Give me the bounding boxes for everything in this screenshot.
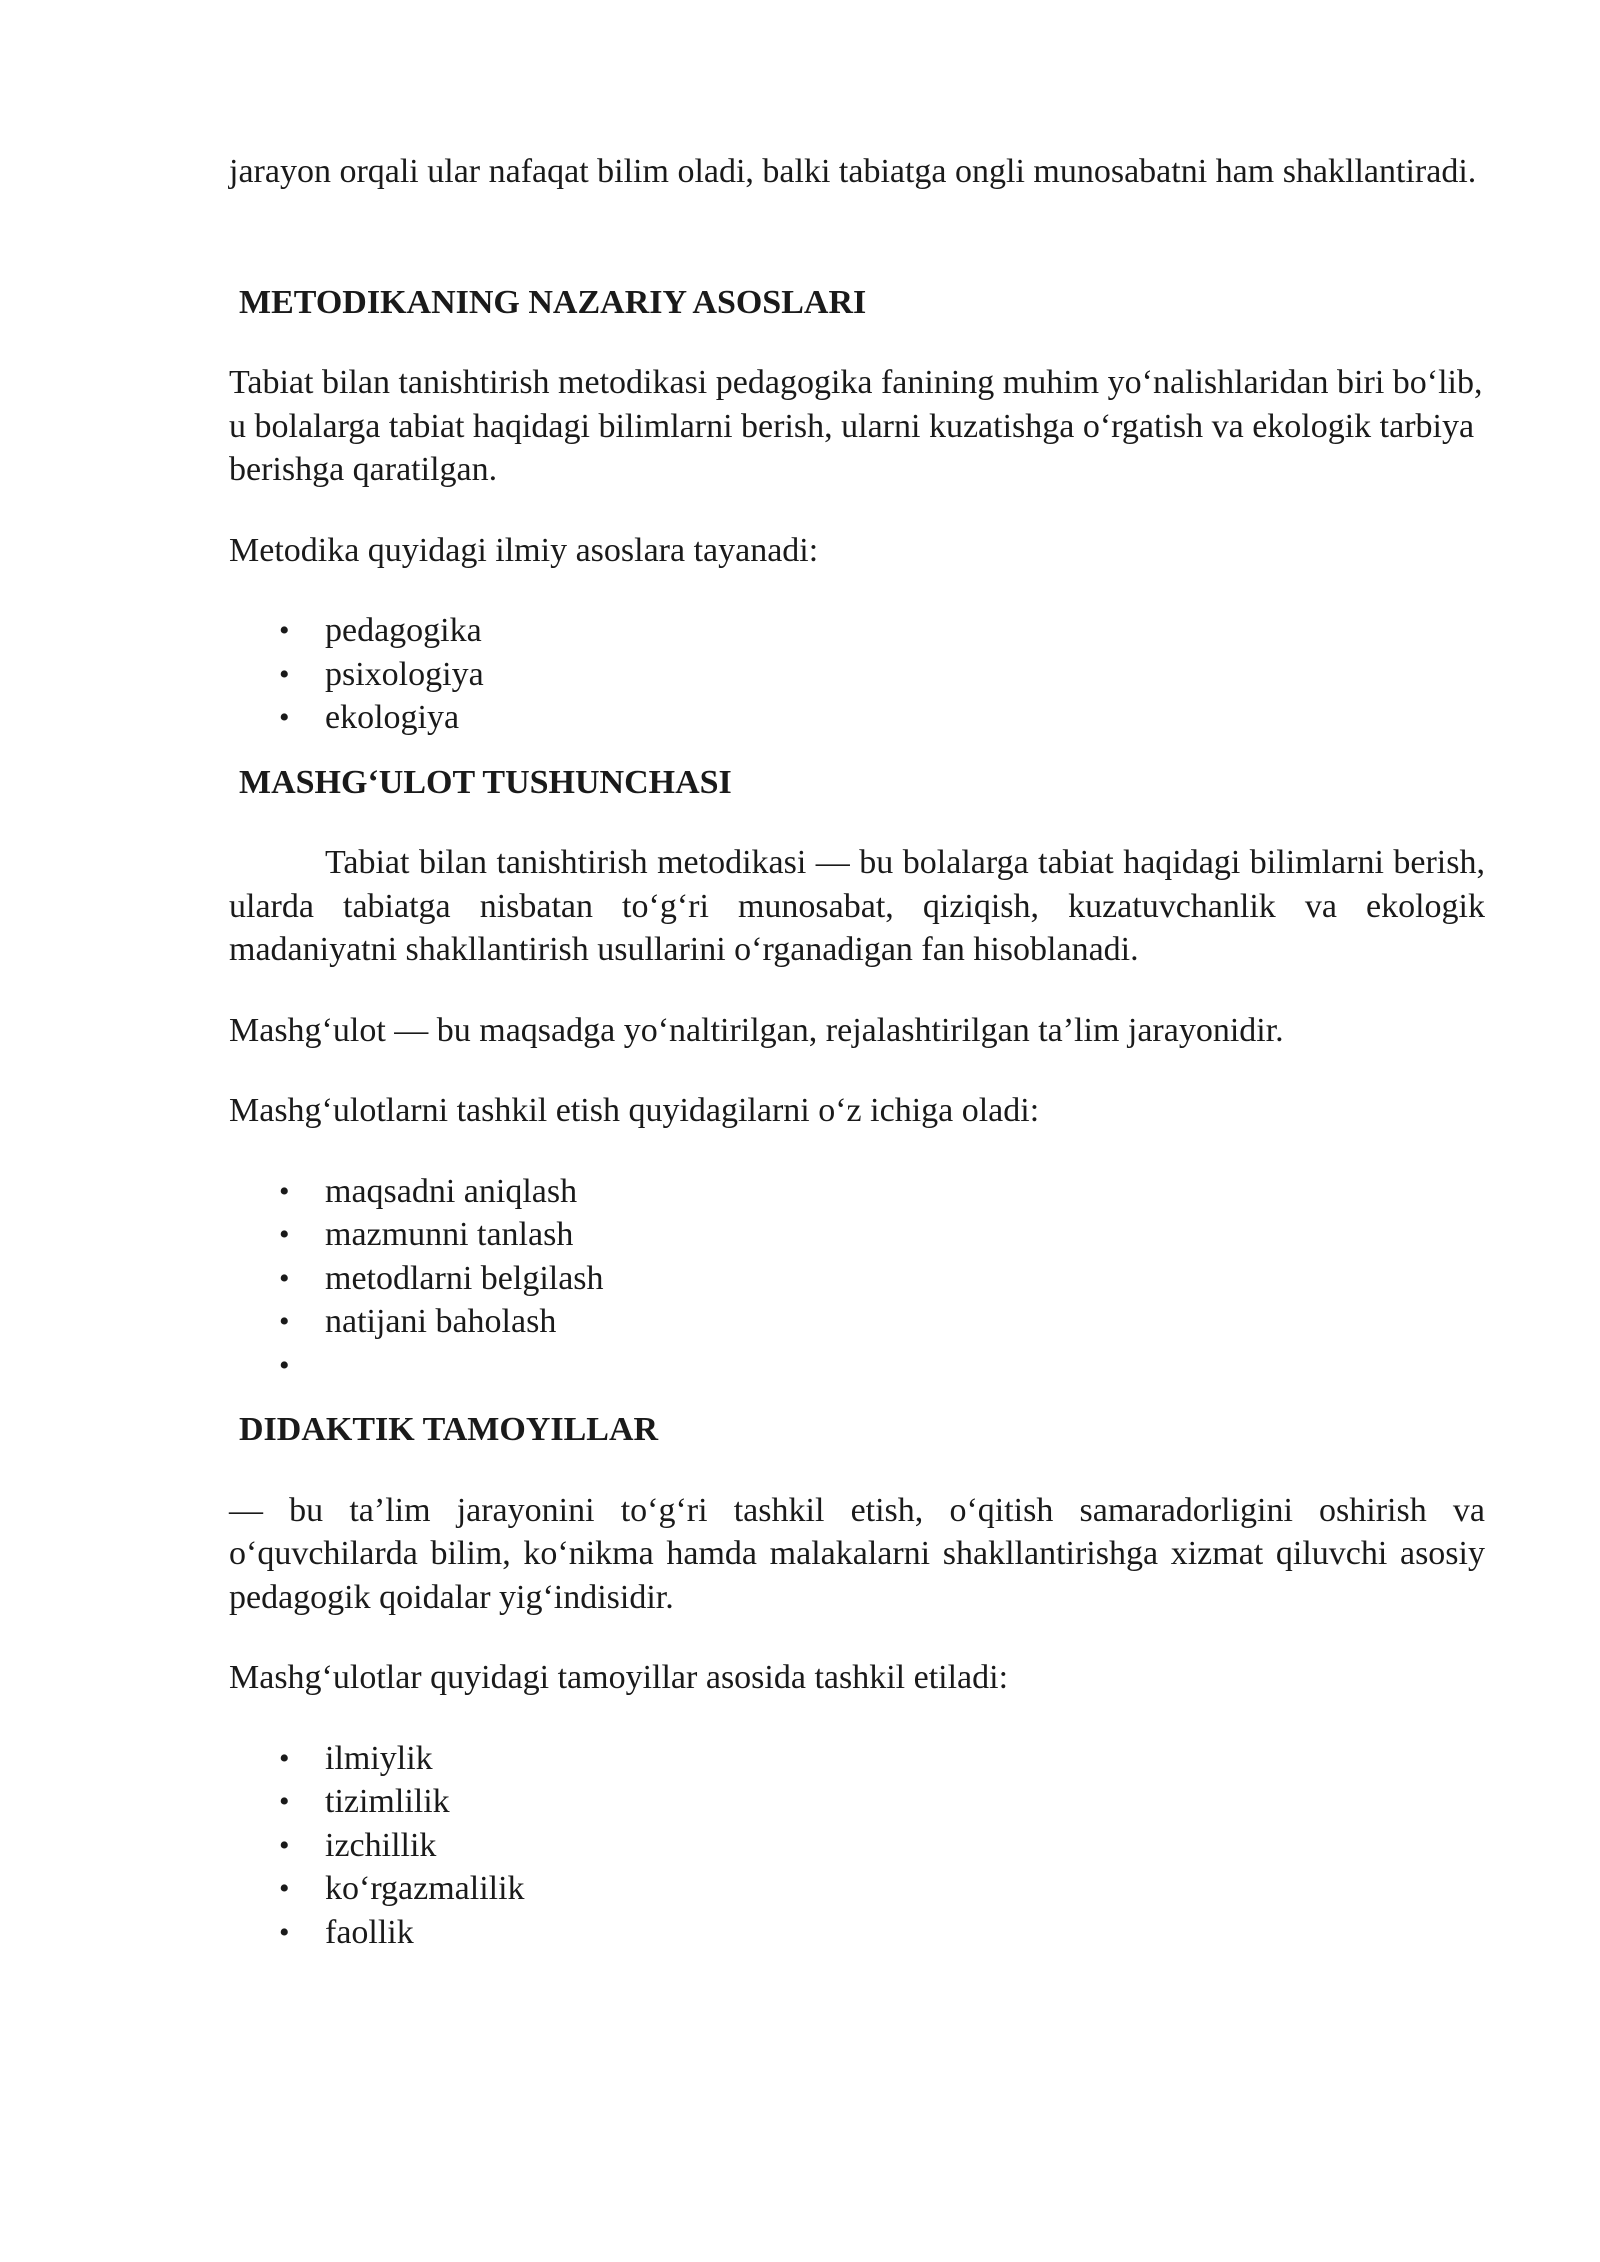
bullet-icon: • (279, 1218, 290, 1251)
paragraph-fan-definition: Tabiat bilan tanishtirish metodikasi — bu bolalarga tabiat haqidagi bilimlarni berish, ularda tabiatga nisbatan to‘g‘ri munosabat, qiziqish, kuzatuvchanlik va ekologik madaniyatni shakllantirish usullarini o‘rganadigan fan hisoblanadi. (229, 844, 1485, 968)
section-heading-didaktik-tamoyillar: DIDAKTIK TAMOYILLAR (239, 1411, 659, 1448)
bullet-icon: • (279, 1741, 290, 1775)
list-tamoyillar (229, 1737, 1485, 1955)
list-item: • metodlarni belgilash (229, 1257, 1485, 1301)
paragraph-tamoyillar-intro: Mashg‘ulotlar quyidagi tamoyillar asosida tashkil etiladi: (229, 1659, 1009, 1696)
bullet-icon: • (279, 1348, 290, 1382)
bullet-icon: • (279, 1828, 290, 1862)
section-heading-mashgulot-tushunchasi: MASHG‘ULOT TUSHUNCHASI (239, 763, 732, 801)
section-heading-nazariy-asoslar: METODIKANING NAZARIY ASOSLARI (239, 283, 867, 321)
paragraph-ilmiy-asoslar-intro: Metodika quyidagi ilmiy asoslara tayanadi: (229, 531, 819, 569)
intro-paragraph: jarayon orqali ular nafaqat bilim oladi, balki tabiatga ongli munosabatni ham shakllantiradi. (229, 153, 1477, 190)
list-item: • izchillik (229, 1824, 1485, 1868)
paragraph-mashgulot-definition: Mashg‘ulot — bu maqsadga yo‘naltirilgan, rejalashtirilgan ta’lim jarayonidir. (229, 1011, 1284, 1049)
paragraph-tamoyillar-definition: — bu ta’lim jarayonini to‘g‘ri tashkil etish, o‘qitish samaradorligini oshirish va o‘quvchilarda bilim, ko‘nikma hamda malakalarni shakllantirishga xizmat qiluvchi asosiy pedagogik qoidalar yig‘indisidir. (229, 1491, 1485, 1616)
bullet-icon: • (279, 1305, 290, 1338)
bullet-icon: • (279, 614, 290, 647)
list-item: • ko‘rgazmalilik (229, 1867, 1485, 1911)
list-item: • ilmiylik (229, 1737, 1485, 1781)
list-item: • mazmunni tanlash (229, 1213, 1485, 1257)
bullet-icon: • (279, 1261, 290, 1295)
bullet-icon: • (279, 1872, 290, 1905)
list-item-empty (229, 1344, 1485, 1388)
bullet-icon: • (279, 657, 290, 691)
list-item: • psixologiya (229, 653, 1485, 697)
list-item: • faollik (229, 1911, 1485, 1955)
list-item: • pedagogika (229, 609, 1485, 653)
bullet-icon: • (279, 1785, 290, 1818)
list-item: • maqsadni aniqlash (229, 1170, 1485, 1214)
document-page (229, 150, 1485, 1954)
list-item: • ekologiya (229, 696, 1485, 740)
list-tashkil-etish (229, 1170, 1485, 1388)
list-item: • natijani baholash (229, 1300, 1485, 1344)
bullet-icon: • (279, 1174, 290, 1208)
paragraph-tashkil-etish-intro: Mashg‘ulotlarni tashkil etish quyidagilarni o‘z ichiga oladi: (229, 1092, 1040, 1129)
bullet-icon: • (279, 1915, 290, 1949)
list-ilmiy-asoslar (229, 609, 1485, 740)
bullet-icon: • (279, 701, 290, 734)
list-item: • tizimlilik (229, 1780, 1485, 1824)
paragraph-metodika-definition: Tabiat bilan tanishtirish metodikasi pedagogika fanining muhim yo‘nalishlaridan biri bo‘lib, u bolalarga tabiat haqidagi bilimlarni berish, ularni kuzatishga o‘rgatish va ekologik tarbiya berishga qaratilgan. (229, 364, 1483, 488)
